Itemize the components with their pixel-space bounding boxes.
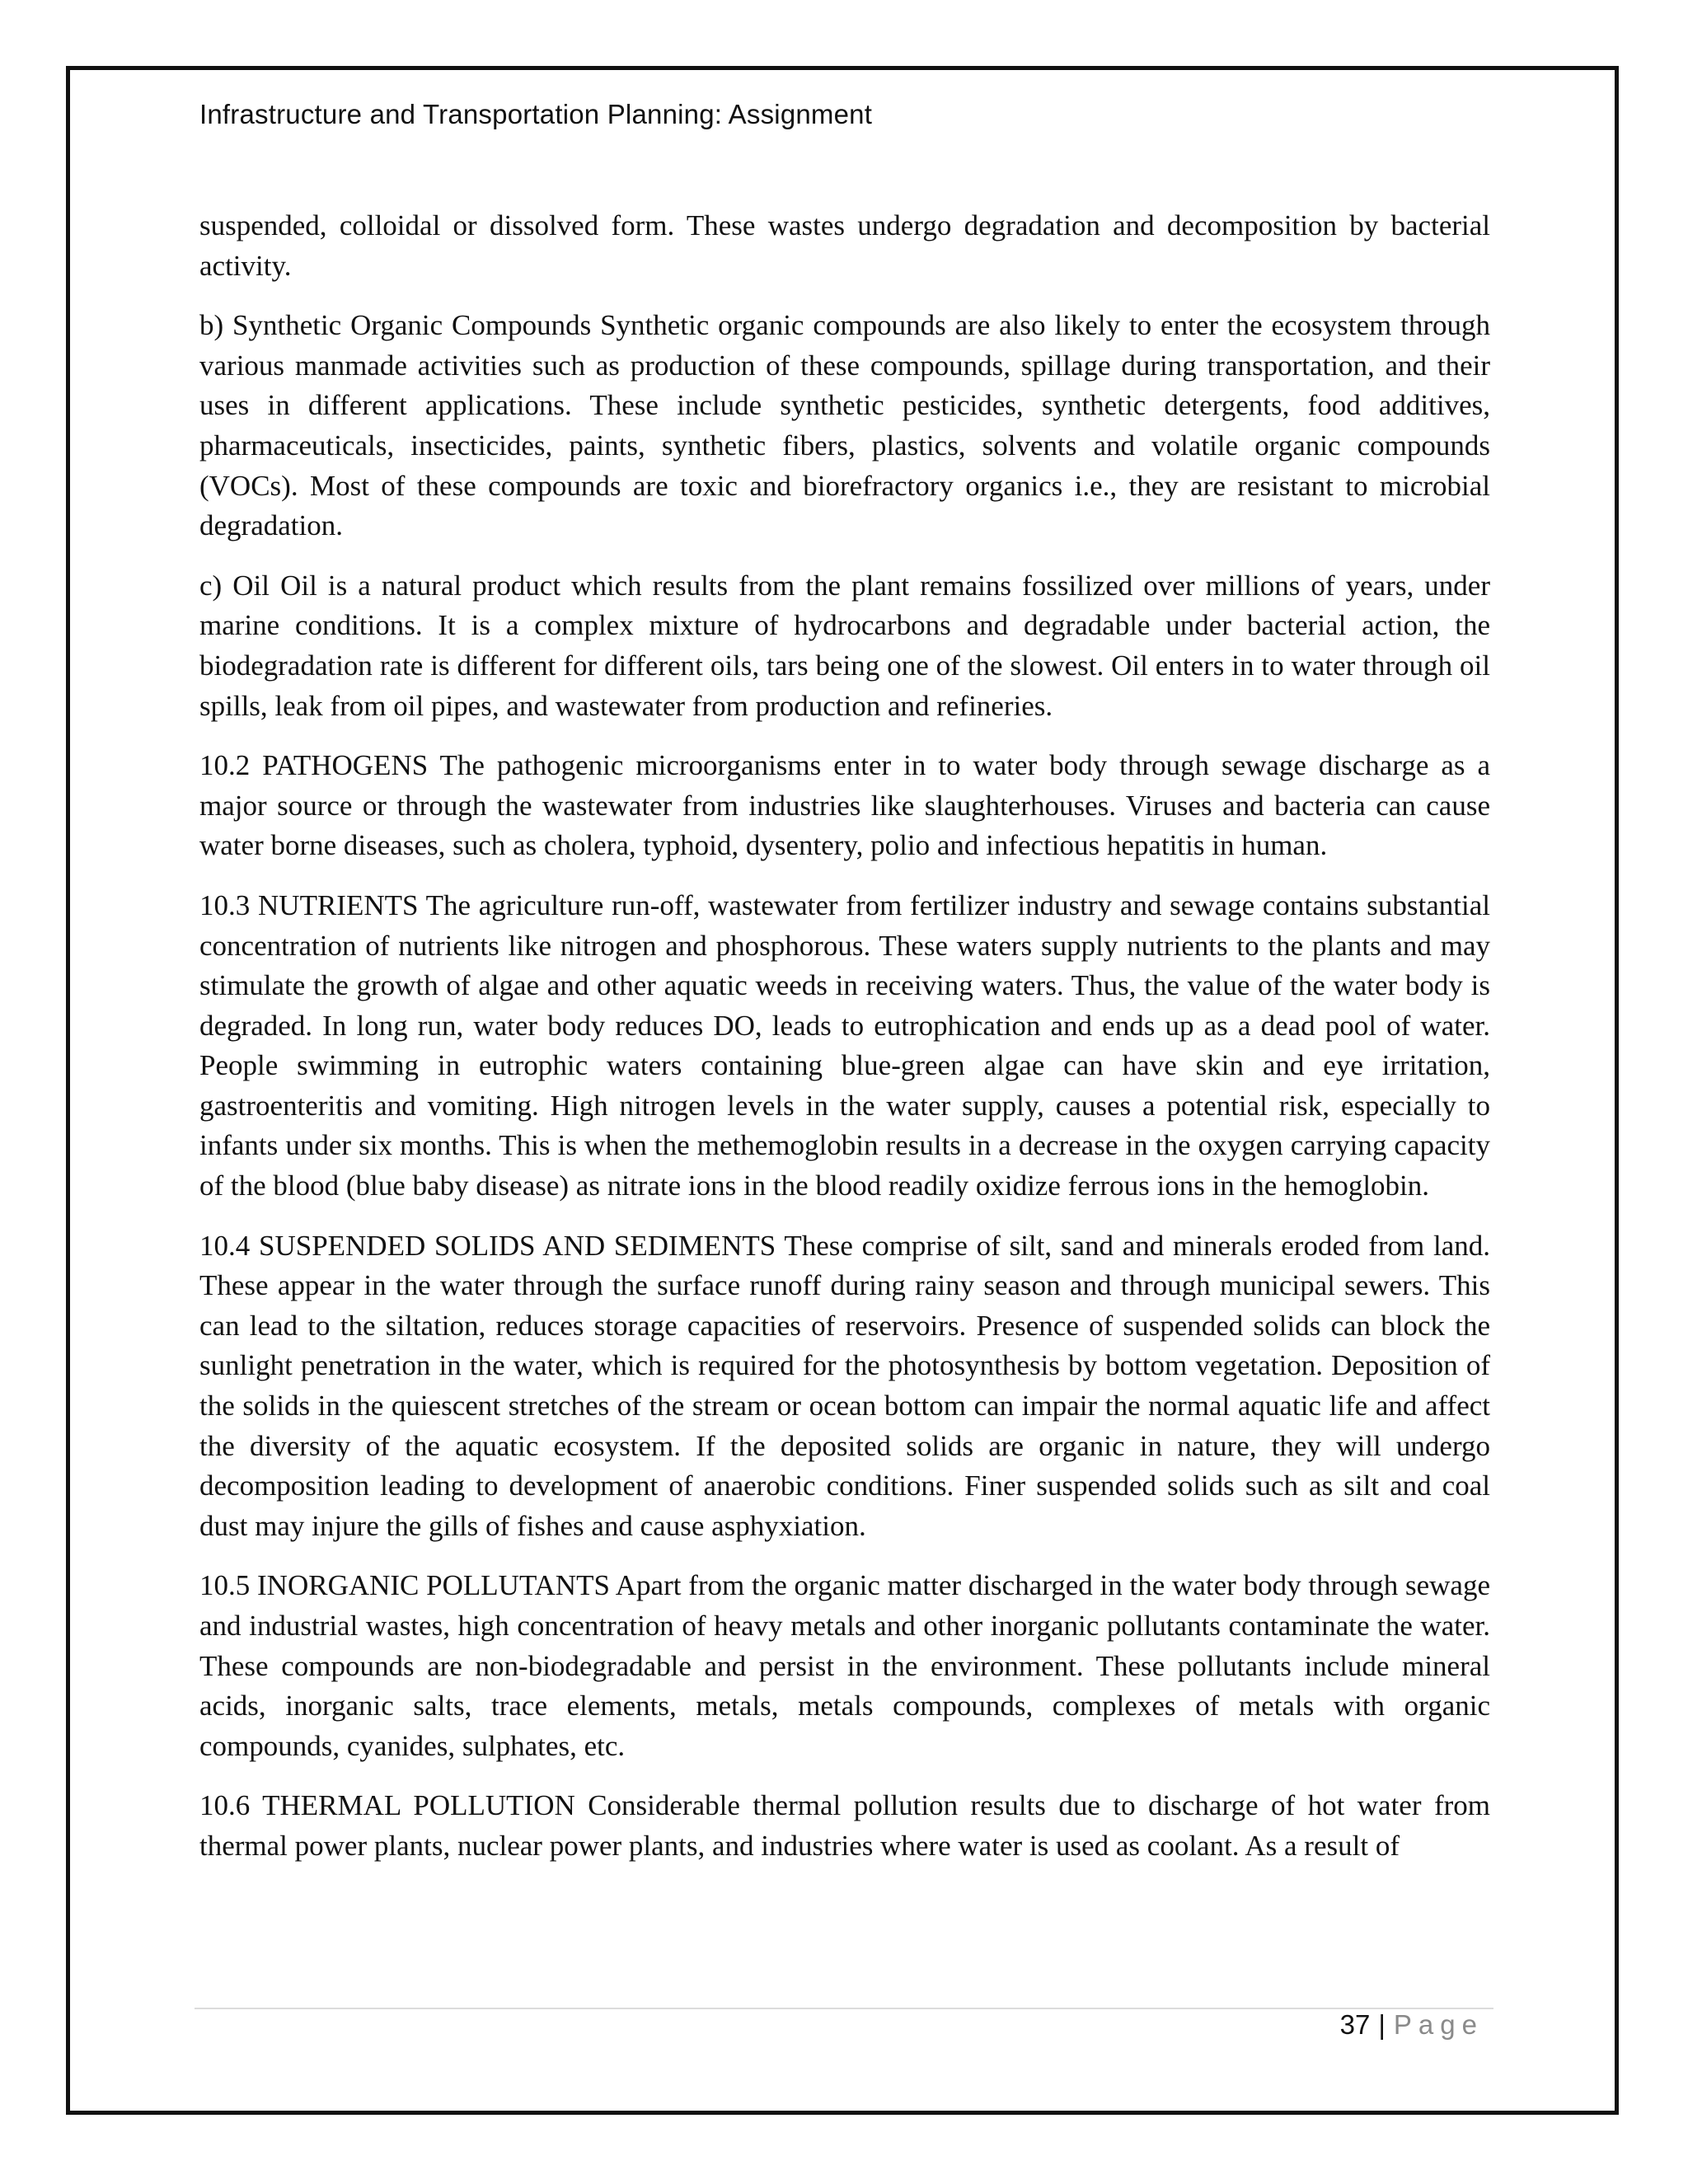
paragraph-pathogens: 10.2 PATHOGENS The pathogenic microorganisms enter in to water body through sewage discharge as a major source or through the wastewater from industries like slaughterhouses. Viruses and bacteria can cause water borne diseases, such as cholera, typhoid, dysentery, polio and infectious hepatitis in human. — [199, 749, 1490, 862]
page-footer — [1340, 2009, 1484, 2041]
paragraph-continuation: suspended, colloidal or dissolved form. These wastes undergo degradation and decomposition by bacterial activity. — [199, 209, 1490, 282]
paragraph-oil: c) Oil Oil is a natural product which results from the plant remains fossilized over millions of years, under marine conditions. It is a complex mixture of hydrocarbons and degradable under bacterial action, the biodegradation rate is different for different oils, tars being one of the slowest. Oil enters in to water through oil spills, leak from oil pipes, and wastewater from production and refineries. — [199, 569, 1490, 722]
paragraph-thermal-pollution: 10.6 THERMAL POLLUTION Considerable thermal pollution results due to discharge of hot water from thermal power plants, nuclear power plants, and industries where water is used as coolant. As a result of — [199, 1789, 1490, 1862]
paragraph-synthetic-organic-compounds: b) Synthetic Organic Compounds Synthetic organic compounds are also likely to enter the ecosystem through various manmade activities such as production of these compounds, spillage during transportation, and their uses in different applications. These include synthetic pesticides, synthetic detergents, food additives, pharmaceuticals, insecticides, paints, synthetic fibers, plastics, solvents and volatile organic compounds (VOCs). Most of these compounds are toxic and biorefractory organics i.e., they are resistant to microbial degradation. — [199, 309, 1490, 542]
paragraph-suspended-solids: 10.4 SUSPENDED SOLIDS AND SEDIMENTS These comprise of silt, sand and minerals eroded from land. These appear in the water through the surface runoff during rainy season and through municipal sewers. This can lead to the siltation, reduces storage capacities of reservoirs. Presence of suspended solids can block the sunlight penetration in the water, which is required for the photosynthesis by bottom vegetation. Deposition of the solids in the quiescent stretches of the stream or ocean bottom can impair the normal aquatic life and affect the diversity of the aquatic ecosystem. If the deposited solids are organic in nature, they will undergo decomposition leading to development of anaerobic conditions. Finer suspended solids such as silt and coal dust may injure the gills of fishes and cause asphyxiation. — [199, 1229, 1490, 1542]
paragraph-inorganic-pollutants: 10.5 INORGANIC POLLUTANTS Apart from the organic matter discharged in the water body through sewage and industrial wastes, high concentration of heavy metals and other inorganic pollutants contaminate the water. These compounds are non-biodegradable and persist in the environment. These pollutants include mineral acids, inorganic salts, trace elements, metals, metals compounds, complexes of metals with organic compounds, cyanides, sulphates, etc. — [199, 1569, 1490, 1762]
page-number: 37 — [1339, 2009, 1371, 2040]
footer-divider — [195, 2008, 1493, 2009]
page-header: Infrastructure and Transportation Planning: Assignment — [199, 99, 873, 129]
document-body — [199, 206, 1490, 1886]
page-label: Page — [1393, 2009, 1484, 2040]
footer-separator: | — [1378, 2009, 1386, 2040]
paragraph-nutrients: 10.3 NUTRIENTS The agriculture run-off, wastewater from fertilizer industry and sewage contains substantial concentration of nutrients like nitrogen and phosphorous. These waters supply nutrients to the plants and may stimulate the growth of algae and other aquatic weeds in receiving waters. Thus, the value of the water body is degraded. In long run, water body reduces DO, leads to eutrophication and ends up as a dead pool of water. People swimming in eutrophic waters containing blue-green algae can have skin and eye irritation, gastroenteritis and vomiting. High nitrogen levels in the water supply, causes a potential risk, especially to infants under six months. This is when the methemoglobin results in a decrease in the oxygen carrying capacity of the blood (blue baby disease) as nitrate ions in the blood readily oxidize ferrous ions in the hemoglobin. — [199, 888, 1490, 1202]
